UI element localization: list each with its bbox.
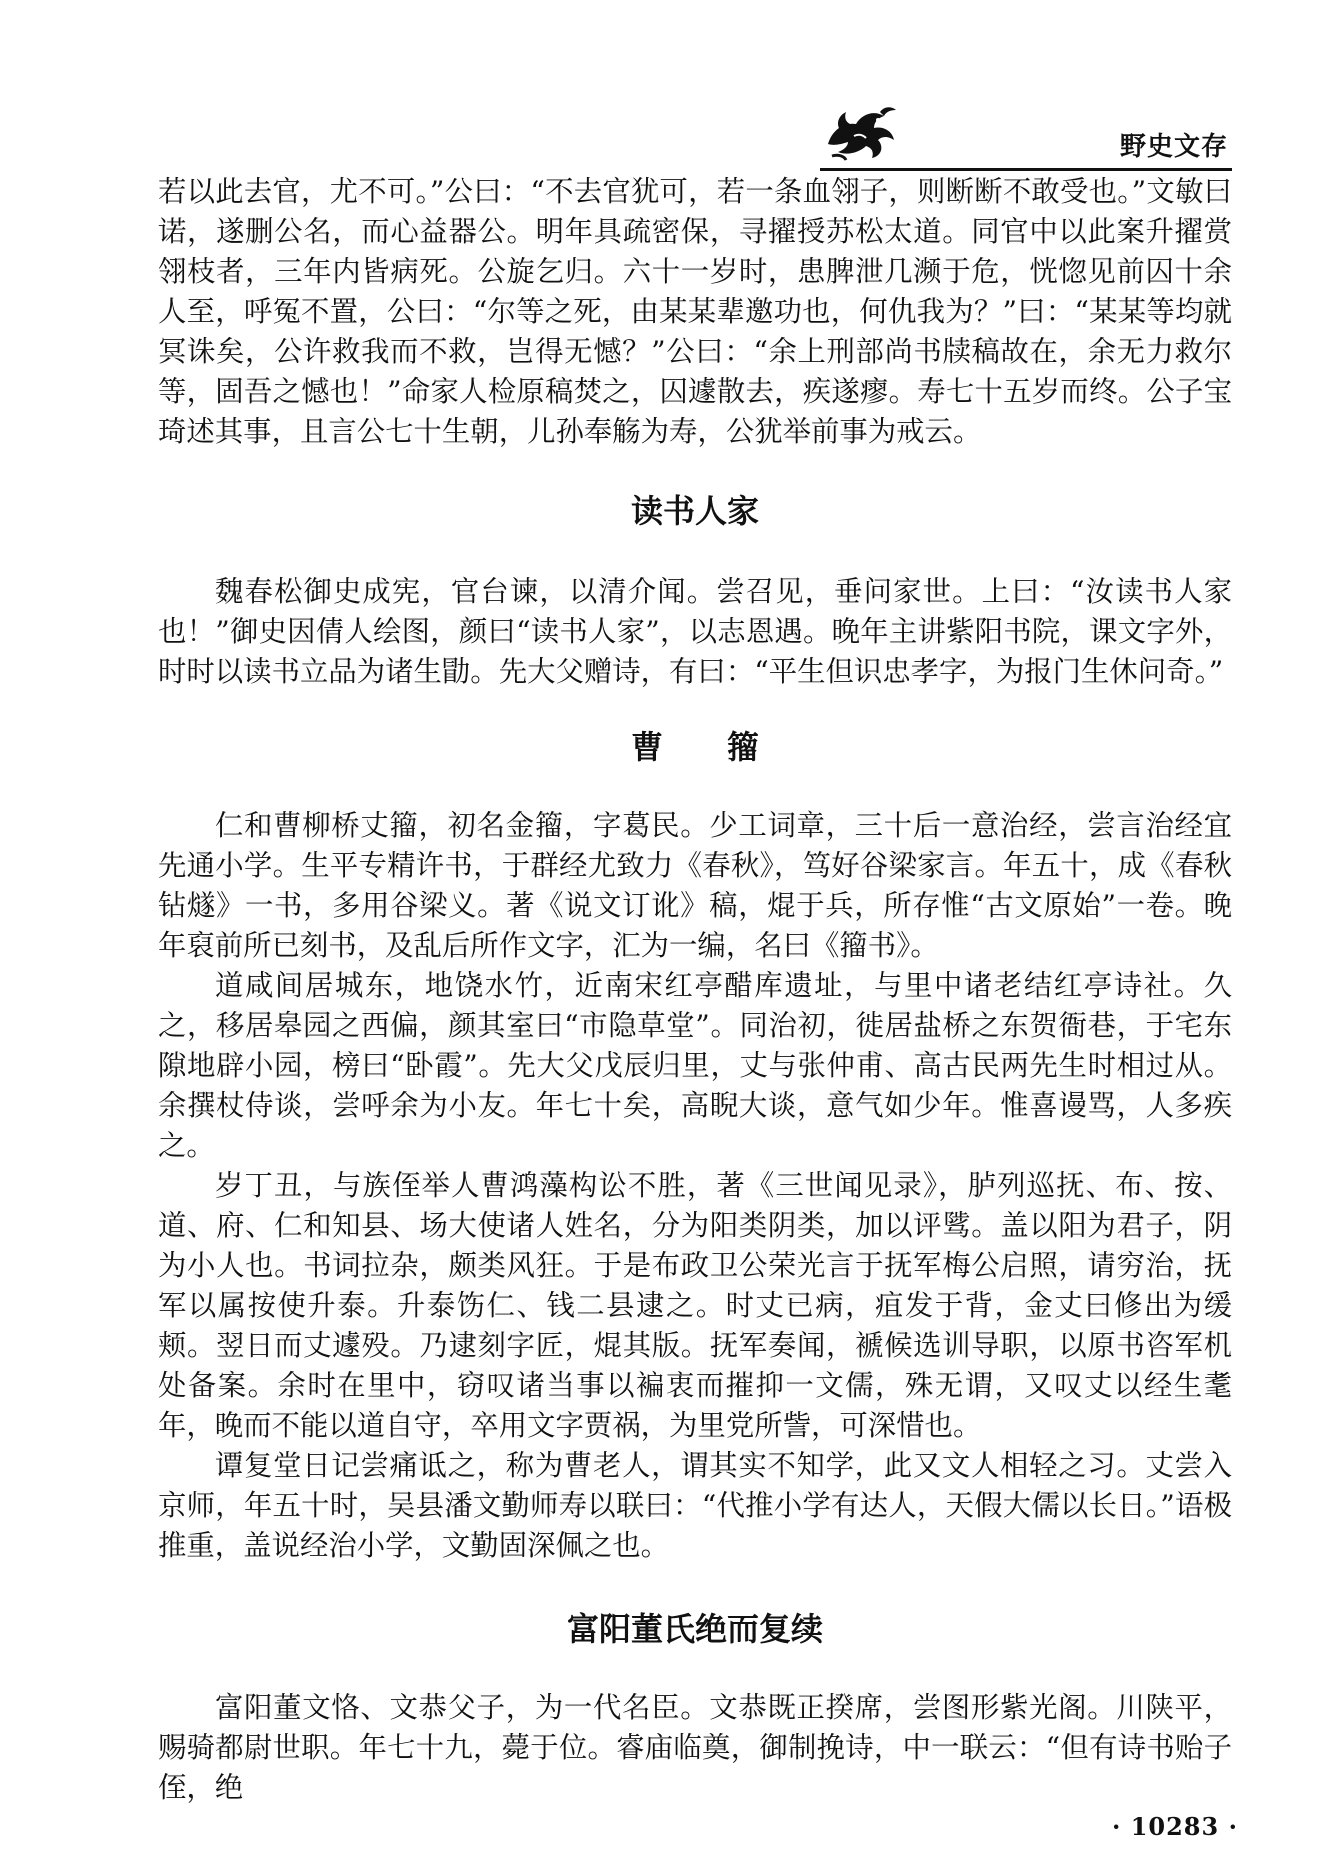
paragraph: 富阳董文恪、文恭父子，为一代名臣。文恭既正揆席，尝图形紫光阁。川陕平，赐骑都尉世职。年七十九，薨于位。睿庙临奠，御制挽诗，中一联云：“但有诗书贻子侄，绝 [158, 1691, 1232, 1804]
page-header [0, 0, 1322, 175]
dragon-emblem-icon [818, 100, 902, 164]
paragraph-continued: 若以此去官，尤不可。”公曰：“不去官犹可，若一条血翎子，则断断不敢受也。”文敏曰诺，遂删公名，而心益器公。明年具疏密保，寻擢授苏松太道。同官中以此案升擢赏翎枝者，三年内皆病死。公旋乞归。六十一岁时，患脾泄几濒于危，恍惚见前囚十余人至，呼冤不置，公曰：“尔等之死，由某某辈邀功也，何仇我为？”曰：“某某等均就冥诛矣，公许救我而不救，岂得无憾？”公曰：“余上刑部尚书牍稿故在，余无力救尔等，固吾之憾也！”命家人检原稿焚之，囚遽散去，疾遂瘳。寿七十五岁而终。公子宝琦述其事，且言公七十生朝，儿孙奉觞为寿，公犹举前事为戒云。 [158, 175, 1232, 448]
running-header-title: 野史文存 [1120, 132, 1229, 162]
section-title-part: 曹 [630, 728, 663, 766]
paragraph: 岁丁丑，与族侄举人曹鸿藻构讼不胜，著《三世闻见录》，胪列巡抚、布、按、道、府、仁和知县、场大使诸人姓名，分为阳类阴类，加以评骘。盖以阳为君子，阴为小人也。书词拉杂，颇类风狂。于是布政卫公荣光言于抚军梅公启照，请穷治，抚军以属按使升泰。升泰饬仁、钱二县逮之。时丈已病，疽发于背，金丈曰修出为缓颊。翌日而丈遽殁。乃逮刻字匠，焜其版。抚军奏闻，褫候选训导职，以原书咨军机处备案。余时在里中，窃叹诸当事以褊衷而摧抑一文儒，殊无谓，又叹丈以经生耄年，晚而不能以道自守，卒用文字贾祸，为里党所訾，可深惜也。 [158, 1169, 1232, 1442]
page-body [158, 172, 1232, 1808]
paragraph: 仁和曹柳桥丈籀，初名金籀，字葛民。少工词章，三十后一意治经，尝言治经宜先通小学。生平专精许书，于群经尤致力《春秋》，笃好谷梁家言。年五十，成《春秋钻燧》一书，多用谷梁义。著《说文订讹》稿，焜于兵，所存惟“古文原始”一卷。晚年裒前所已刻书，及乱后所作文字，汇为一编，名曰《籀书》。 [158, 809, 1232, 962]
section-title-cao-zhou [158, 722, 1232, 768]
section-title-part: 籀 [727, 728, 760, 766]
paragraph: 谭复堂日记尝痛诋之，称为曹老人，谓其实不知学，此又文人相轻之习。丈尝入京师，年五十时，吴县潘文勤师寿以联曰：“代推小学有达人，天假大儒以长日。”语极推重，盖说经治小学，文勤固深佩之也。 [158, 1449, 1232, 1562]
page-number: · 10283 · [1112, 1812, 1238, 1841]
header-rule [820, 168, 1232, 171]
paragraph: 道咸间居城东，地饶水竹，近南宋红亭醋库遗址，与里中诸老结红亭诗社。久之，移居皋园之西偏，颜其室曰“市隐草堂”。同治初，徙居盐桥之东贺衙巷，于宅东隙地辟小园，榜曰“卧霞”。先大父戊辰归里，丈与张仲甫、高古民两先生时相过从。余撰杖侍谈，尝呼余为小友。年七十矣，高睨大谈，意气如少年。惟喜谩骂，人多疾之。 [158, 969, 1232, 1162]
paragraph: 魏春松御史成宪，官台谏，以清介闻。尝召见，垂问家世。上曰：“汝读书人家也！”御史因倩人绘图，颜曰“读书人家”，以志恩遇。晚年主讲紫阳书院，课文字外，时时以读书立品为诸生勖。先大父赠诗，有曰：“平生但识忠孝字，为报门生休问奇。” [158, 575, 1232, 688]
section-title-dushu-renjia: 读书人家 [630, 492, 759, 530]
section-title-fuyang-dongshi: 富阳董氏绝而复续 [566, 1610, 823, 1648]
